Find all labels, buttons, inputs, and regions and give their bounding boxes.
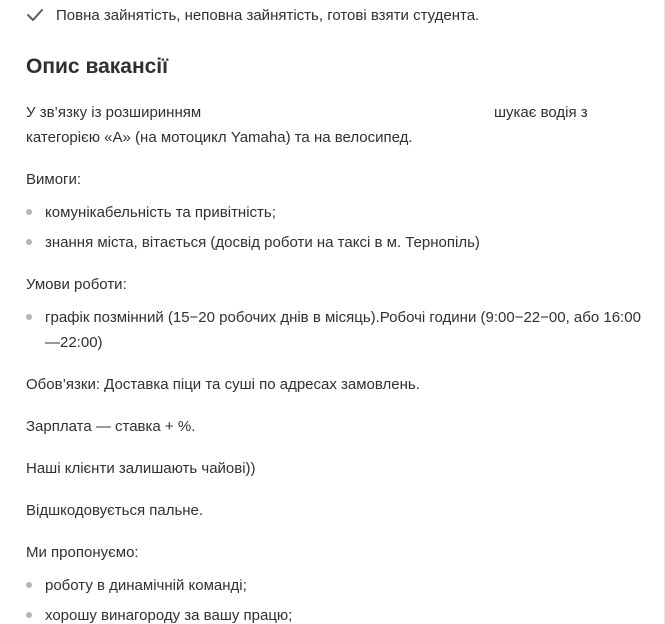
requirements-list [26,200,641,255]
fuel-text: Відшкодовується пальне. [26,502,204,519]
vacancy-description [26,100,641,624]
conditions-label: Умови роботи: [26,276,127,293]
bullet-icon [26,239,32,245]
bullet-icon [26,612,32,618]
salary-text: Зарплата — ставка + %. [26,418,196,435]
intro-text-end: шукає водія з [494,104,588,121]
vacancy-description-title: Опис вакансії [26,55,169,78]
intro-paragraph [26,100,641,150]
duties-text: Обов’язки: Доставка піци та суші по адресах замовлень. [26,376,420,393]
list-item: роботу в динамічній команді; [26,573,641,598]
employment-type-row [26,5,479,25]
bullet-icon [26,314,32,320]
check-icon [26,8,44,22]
conditions-list [26,305,641,355]
employment-type-text: Повна зайнятість, неповна зайнятість, готові взяти студента. [56,6,480,24]
list-item: комунікабельність та привітність; [26,200,641,225]
list-item: знання міста, вітається (досвід роботи на таксі в м. Тернопіль) [26,230,641,255]
requirements-label: Вимоги: [26,171,82,188]
tips-text: Наші клієнти залишають чайові)) [26,460,256,477]
intro-text-line2: категорією «А» (на мотоцикл Yamaha) та на велосипед. [26,129,413,146]
bullet-icon [26,582,32,588]
offers-list [26,573,641,624]
offer-label: Ми пропонуємо: [26,544,139,561]
list-item: графік позмінний (15−20 робочих днів в місяць).Робочі години (9:00−22−00, або 16:00—22:00) [26,305,641,355]
intro-text-start: У зв’язку із розширинням [26,104,202,121]
list-item: хорошу винагороду за вашу працю; [26,603,641,624]
bullet-icon [26,209,32,215]
